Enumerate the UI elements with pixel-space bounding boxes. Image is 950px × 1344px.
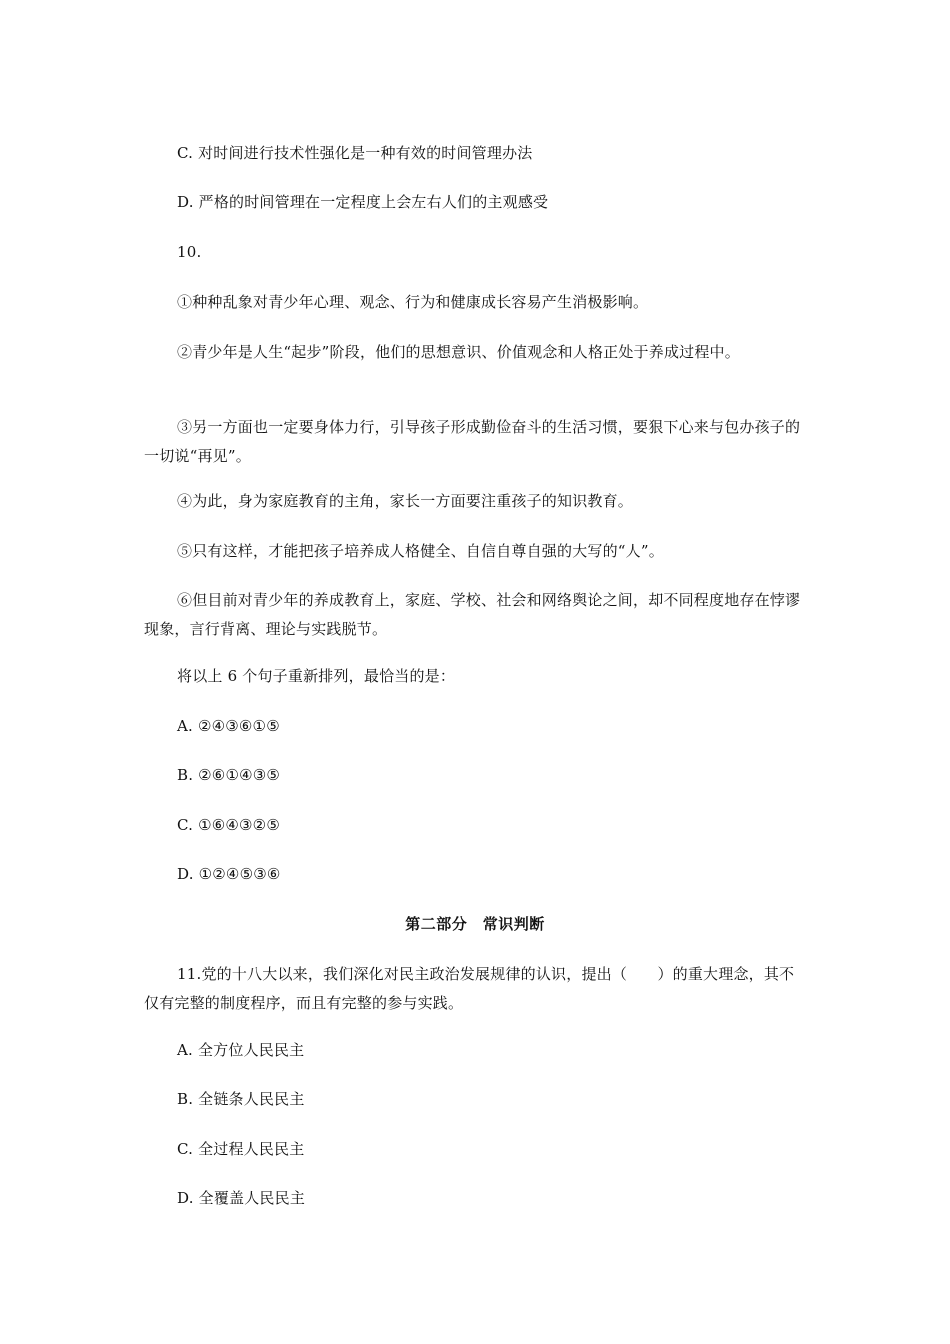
q9-option-d: D. 严格的时间管理在一定程度上会左右人们的主观感受 [177,193,549,211]
q10-sentence-3: ③另一方面也一定要身体力行，引导孩子形成勤俭奋斗的生活习惯，要狠下心来与包办孩子的一切说“再见”。 [144,418,801,465]
q10-sentence-4: ④为此，身为家庭教育的主角，家长一方面要注重孩子的知识教育。 [177,492,634,510]
q11-option-d: D. 全覆盖人民民主 [177,1189,306,1207]
q10-option-b: B. ②⑥①④③⑤ [177,766,281,784]
q10-sentence-6: ⑥但目前对青少年的养成教育上，家庭、学校、社会和网络舆论之间，却不同程度地存在悖谬现象，言行背离、理论与实践脱节。 [144,591,801,638]
q10-number: 10. [177,243,202,261]
q9-option-c: C. 对时间进行技术性强化是一种有效的时间管理办法 [177,144,533,162]
q10-option-a: A. ②④③⑥①⑤ [177,717,280,735]
q11-stem: 11.党的十八大以来，我们深化对民主政治发展规律的认识，提出（ ）的重大理念，其不仅有完整的制度程序，而且有完整的参与实践。 [144,965,795,1012]
q10-sentence-1: ①种种乱象对青少年心理、观念、行为和健康成长容易产生消极影响。 [177,293,649,311]
q11-option-c: C. 全过程人民民主 [177,1140,305,1158]
q10-sentence-2: ②青少年是人生“起步”阶段，他们的思想意识、价值观念和人格正处于养成过程中。 [177,343,740,361]
q11-option-b: B. 全链条人民民主 [177,1090,305,1108]
section-heading: 第二部分 常识判断 [405,915,545,933]
q11-option-a: A. 全方位人民民主 [177,1041,305,1059]
q10-sentence-5: ⑤只有这样，才能把孩子培养成人格健全、自信自尊自强的大写的“人”。 [177,542,664,560]
q10-option-d: D. ①②④⑤③⑥ [177,865,281,883]
q10-option-c: C. ①⑥④③②⑤ [177,816,280,834]
q10-prompt: 将以上 6 个句子重新排列，最恰当的是： [177,667,456,685]
